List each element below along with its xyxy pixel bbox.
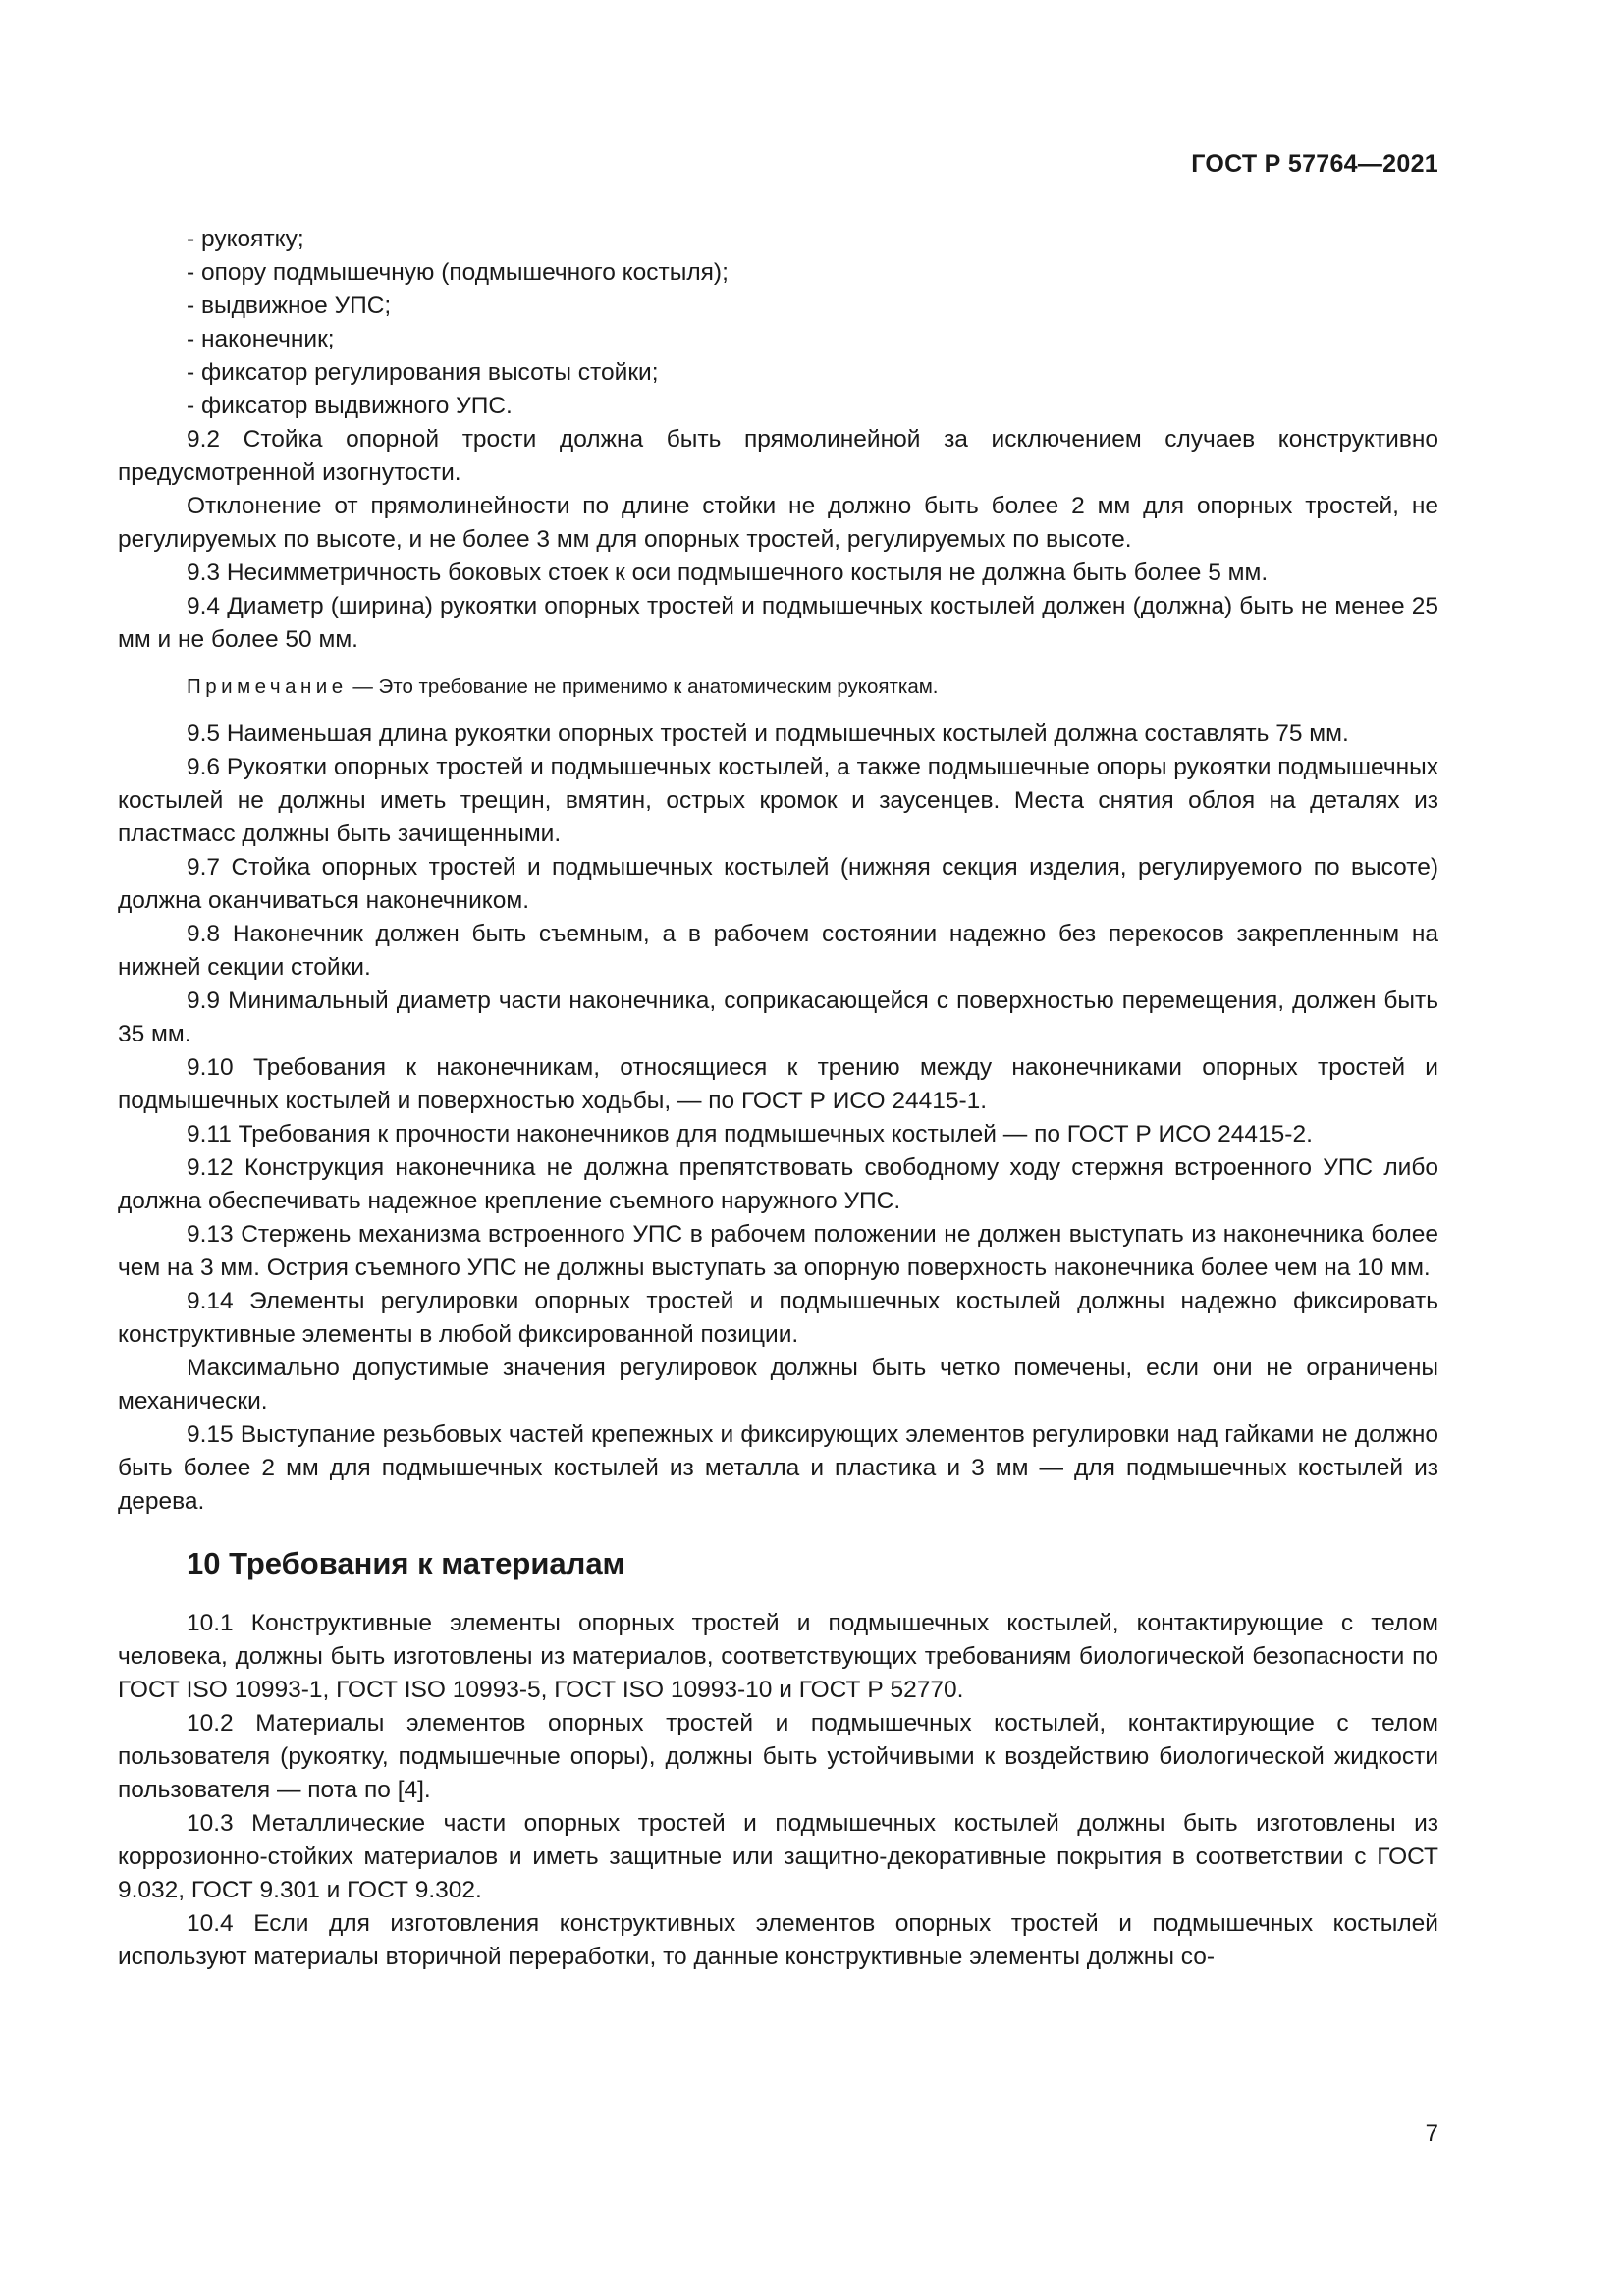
note-label: Примечание [187, 675, 348, 698]
note [118, 670, 1438, 704]
paragraph-9-14: 9.14 Элементы регулировки опорных тростей и подмышечных костылей должны надежно фиксировать конструктивные элементы в любой фиксированной позиции. [118, 1288, 1438, 1348]
paragraph-10-3: 10.3 Металлические части опорных тростей и подмышечных костылей должны быть изготовлены из коррозионно-стойких материалов и иметь защитные или защитно-декоративные покрытия в соответствии с ГОСТ 9.032, ГОСТ 9.301 и ГОСТ 9.302. [118, 1810, 1438, 1903]
list-item: - опору подмышечную (подмышечного костыля); [187, 259, 729, 286]
paragraph-9-3: 9.3 Несимметричность боковых стоек к оси подмышечного костыля не должна быть более 5 мм. [187, 560, 1269, 586]
paragraph-9-14-max: Максимально допустимые значения регулировок должны быть четко помечены, если они не ограничены механически. [118, 1355, 1438, 1415]
paragraph-9-15: 9.15 Выступание резьбовых частей крепежных и фиксирующих элементов регулировки над гайками не должно быть более 2 мм для подмышечных костылей из металла и пластика и 3 мм — для подмышечных костылей из дерева. [118, 1421, 1438, 1515]
paragraph-10-1: 10.1 Конструктивные элементы опорных тростей и подмышечных костылей, контактирующие с телом человека, должны быть изготовлены из материалов, соответствующих требованиям биологической безопасности по ГОСТ ISO 10993-1, ГОСТ ISO 10993-5, ГОСТ ISO 10993-10 и ГОСТ Р 52770. [118, 1610, 1438, 1703]
paragraph-9-10: 9.10 Требования к наконечникам, относящиеся к трению между наконечниками опорных тростей и подмышечных костылей и поверхностью ходьбы, — по ГОСТ Р ИСО 24415-1. [118, 1054, 1438, 1114]
paragraph-9-9: 9.9 Минимальный диаметр части наконечника, соприкасающейся с поверхностью перемещения, должен быть 35 мм. [118, 988, 1438, 1047]
paragraph-9-12: 9.12 Конструкция наконечника не должна препятствовать свободному ходу стержня встроенного УПС либо должна обеспечивать надежное крепление съемного наружного УПС. [118, 1154, 1438, 1214]
page-number: 7 [1425, 2120, 1438, 2147]
paragraph-9-2: 9.2 Стойка опорной трости должна быть прямолинейной за исключением случаев конструктивно предусмотренной изогнутости. [118, 426, 1438, 486]
list-item: - фиксатор выдвижного УПС. [187, 393, 513, 419]
document-body [118, 223, 1438, 1974]
paragraph-9-4: 9.4 Диаметр (ширина) рукоятки опорных тростей и подмышечных костылей должен (должна) быть не менее 25 мм и не более 50 мм. [118, 593, 1438, 653]
section-title: 10 Требования к материалам [187, 1546, 625, 1580]
list-item: - фиксатор регулирования высоты стойки; [187, 359, 659, 386]
list-item: - наконечник; [187, 326, 335, 352]
list-item: - рукоятку; [187, 226, 304, 252]
paragraph-9-5: 9.5 Наименьшая длина рукоятки опорных тростей и подмышечных костылей должна составлять 75 мм. [187, 721, 1349, 747]
paragraph-10-2: 10.2 Материалы элементов опорных тростей и подмышечных костылей, контактирующие с телом пользователя (рукоятку, подмышечные опоры), должны быть устойчивыми к воздействию биологической жидкости пользователя — пота по [4]. [118, 1710, 1438, 1803]
paragraph-10-4: 10.4 Если для изготовления конструктивных элементов опорных тростей и подмышечных костылей используют материалы вторичной переработки, то данные конструктивные элементы должны со- [118, 1910, 1438, 1970]
paragraph-9-2-deviation: Отклонение от прямолинейности по длине стойки не должно быть более 2 мм для опорных тростей, не регулируемых по высоте, и не более 3 мм для опорных тростей, регулируемых по высоте. [118, 493, 1438, 553]
document-header: ГОСТ Р 57764—2021 [1191, 150, 1438, 178]
paragraph-9-7: 9.7 Стойка опорных тростей и подмышечных костылей (нижняя секция изделия, регулируемого по высоте) должна оканчиваться наконечником. [118, 854, 1438, 914]
paragraph-9-11: 9.11 Требования к прочности наконечников для подмышечных костылей — по ГОСТ Р ИСО 24415-2. [187, 1121, 1313, 1148]
paragraph-9-6: 9.6 Рукоятки опорных тростей и подмышечных костылей, а также подмышечные опоры рукоятки подмышечных костылей не должны иметь трещин, вмятин, острых кромок и заусенцев. Места снятия облоя на деталях из пластмасс должны быть зачищенными. [118, 754, 1438, 847]
paragraph-9-8: 9.8 Наконечник должен быть съемным, а в рабочем состоянии надежно без перекосов закрепленным на нижней секции стойки. [118, 921, 1438, 981]
note-text: — Это требование не применимо к анатомическим рукояткам. [347, 675, 939, 698]
list-item: - выдвижное УПС; [187, 293, 392, 319]
paragraph-9-13: 9.13 Стержень механизма встроенного УПС в рабочем положении не должен выступать из наконечника более чем на 3 мм. Острия съемного УПС не должны выступать за опорную поверхность наконечника более чем на 10 мм. [118, 1221, 1438, 1281]
